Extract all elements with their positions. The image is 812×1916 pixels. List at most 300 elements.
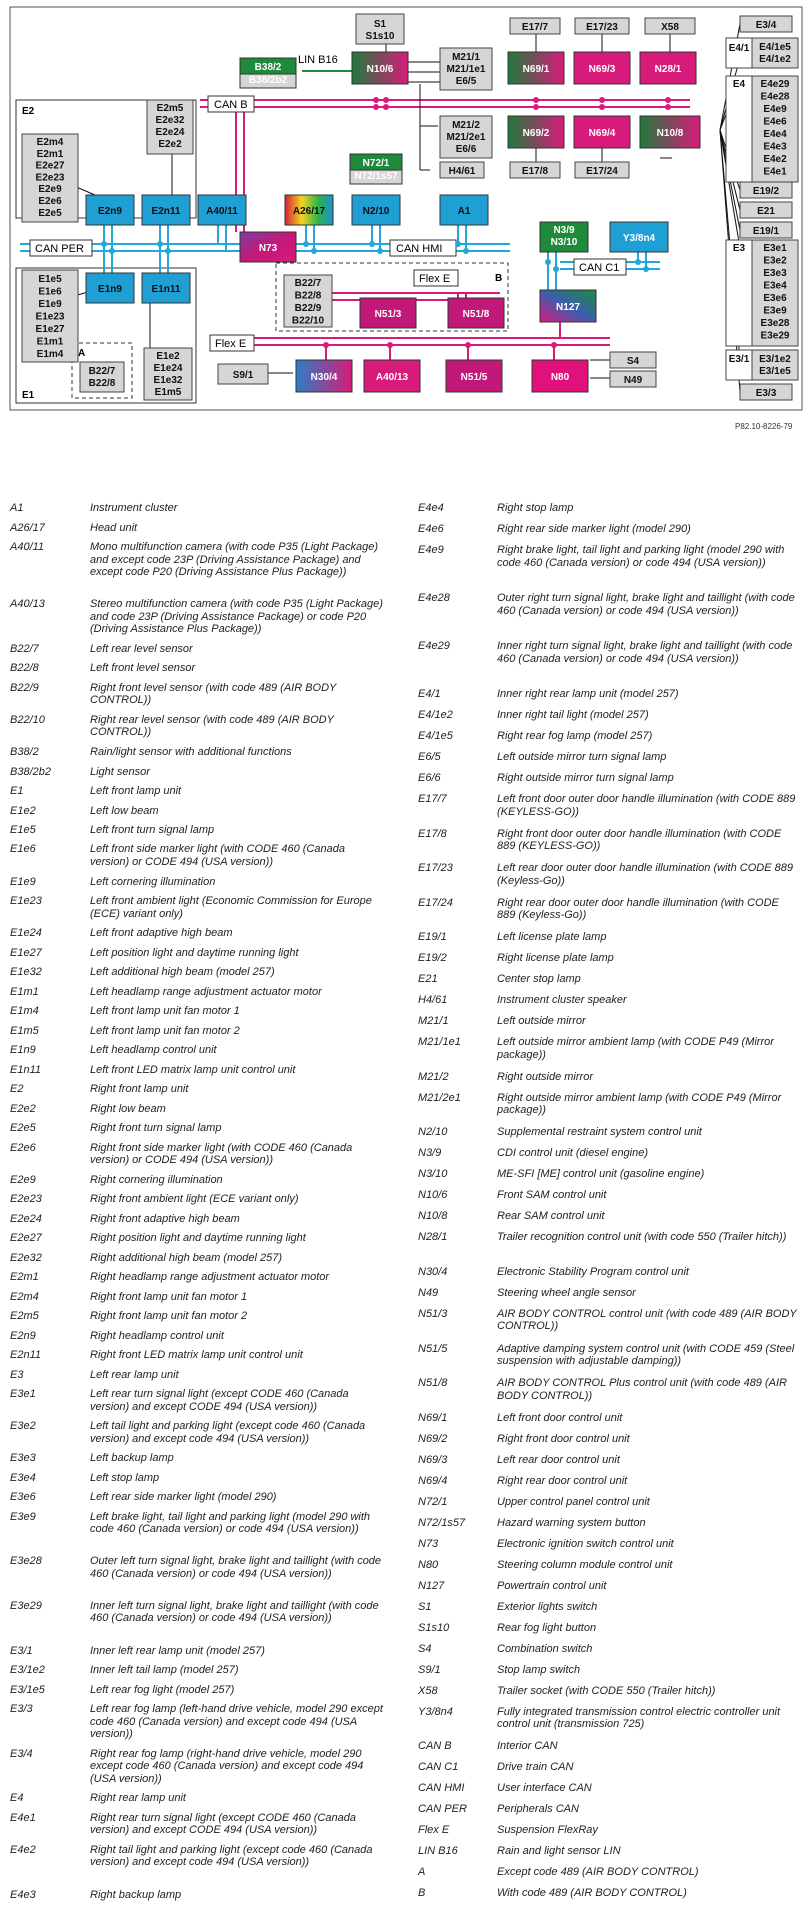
legend-description: Inner right rear lamp unit (model 257): [497, 688, 679, 701]
node-label: E4/1e2: [759, 54, 791, 65]
legend-code: E3e1: [10, 1388, 36, 1400]
can-c1-label: CAN C1: [579, 262, 620, 274]
node-label: B22/8: [294, 290, 322, 302]
legend-description: Steering column module control unit: [497, 1558, 673, 1571]
node-label: A40/11: [206, 206, 238, 217]
node-label: E4e4: [763, 129, 787, 140]
legend-description: Right rear side marker light (model 290): [497, 523, 691, 535]
legend-description: Right outside mirror: [497, 1070, 593, 1083]
legend-description: Left low beam: [90, 804, 159, 817]
node-label: E2n9: [98, 206, 122, 217]
node-label: E3: [732, 243, 746, 254]
legend-code: E2e2: [10, 1102, 36, 1115]
legend-code: A40/11: [10, 541, 45, 553]
node-label: E2e5: [38, 207, 62, 219]
node-label: N73: [258, 243, 278, 254]
node-label: N51/5: [460, 372, 488, 383]
legend-description: Adaptive damping system control unit (with CODE 459 (Steel suspension with adjustable damping)): [497, 1342, 795, 1367]
legend-description: Rear fog light button: [497, 1621, 597, 1634]
legend-code: B22/7: [10, 642, 39, 655]
legend-description: Left outside mirror ambient lamp (with CODE P49 (Mirror package)): [497, 1036, 774, 1061]
legend-code: E4e28: [418, 592, 450, 605]
legend-description: Stop lamp switch: [497, 1663, 581, 1676]
legend-description: AIR BODY CONTROL Plus control unit (with code 489 (AIR BODY CONTROL)): [497, 1377, 787, 1402]
legend-code: M21/1e1: [418, 1036, 461, 1049]
node-label: H4/61: [448, 166, 476, 177]
node-label: M21/2e1: [446, 132, 486, 143]
legend-description: Trailer recognition control unit (with code 550 (Trailer hitch)): [497, 1231, 787, 1244]
node-label: E3e1: [763, 243, 787, 254]
legend-description: Right front LED matrix lamp unit control unit: [90, 1349, 303, 1361]
legend-description: Inner right turn signal light, brake light and taillight (with code 460 (Canada version) or code 494 (USA version)): [497, 640, 793, 665]
node-label: E3/1e2: [759, 354, 791, 365]
legend-description: ME-SFI [ME] control unit (gasoline engine): [497, 1168, 705, 1181]
node-label: E1m4: [36, 349, 64, 360]
legend-description: Right stop lamp: [497, 502, 574, 514]
legend-code: E4e9: [418, 544, 444, 556]
legend-description: Right headlamp range adjustment actuator motor: [90, 1271, 330, 1283]
node-label: N10/8: [656, 128, 684, 139]
legend-code: E1: [10, 785, 24, 797]
legend-description: Left front door outer door handle illumination (with CODE 889 (KEYLESS-GO)): [497, 793, 796, 818]
node-label: N2/10: [362, 206, 390, 217]
legend-description: Left rear lamp unit: [90, 1368, 179, 1381]
legend-description: Head unit: [90, 521, 138, 534]
legend-code: E1m4: [10, 1005, 39, 1017]
node-label: E1e27: [35, 324, 65, 335]
legend-code: N80: [418, 1558, 439, 1571]
legend-description: Left stop lamp: [90, 1471, 160, 1484]
legend-code: N51/5: [418, 1342, 448, 1355]
legend-code: X58: [418, 1684, 438, 1697]
node-label: E2e2: [158, 139, 182, 150]
node-label: E4e29: [760, 79, 790, 90]
legend-description: Left brake light, tail light and parking light (model 290 with code 460 (Canada version) or code 494 (USA version)): [90, 1510, 371, 1536]
legend-code: E17/23: [418, 862, 453, 875]
legend-code: E3e6: [10, 1491, 36, 1504]
node-label: N69/4: [588, 128, 616, 139]
node-label: N69/2: [522, 128, 550, 139]
node-label: M21/2: [452, 120, 480, 131]
legend-code: N49: [418, 1286, 439, 1299]
node-label: N10/6: [366, 64, 394, 75]
legend-description: Right outside mirror turn signal lamp: [497, 772, 674, 785]
legend-code: E1e24: [10, 927, 42, 940]
legend-code: E1e2: [10, 804, 36, 817]
legend-description: Exterior lights switch: [497, 1600, 598, 1613]
node-label: E1e6: [38, 286, 62, 298]
legend-code: B22/9: [10, 681, 39, 694]
node-label: E17/7: [521, 22, 549, 33]
legend-description: Left front door control unit: [497, 1411, 623, 1424]
legend-code: E2e6: [10, 1141, 36, 1154]
legend-description: Left front side marker light (with CODE 460 (Canada version) or CODE 494 (USA version)): [90, 843, 345, 868]
node-label: E17/23: [586, 22, 618, 33]
legend-description: Left front turn signal lamp: [90, 823, 215, 836]
legend-description: Suspension FlexRay: [497, 1824, 598, 1836]
legend-code: E4e6: [418, 523, 444, 535]
legend-description: Instrument cluster speaker: [497, 994, 627, 1007]
legend-code: E2: [10, 1083, 24, 1095]
legend-description: Right rear lamp unit: [90, 1792, 186, 1805]
legend-code: E1e23: [10, 895, 42, 907]
node-label: E4e1: [763, 166, 787, 178]
node-label: E3/4: [755, 20, 777, 31]
legend-code: E3e4: [10, 1471, 36, 1484]
node-label: E2n11: [151, 206, 181, 217]
legend-code: A40/13: [10, 598, 45, 611]
legend-code: E2m1: [10, 1271, 39, 1283]
legend-code: LIN B16: [418, 1845, 458, 1857]
legend-code: N10/8: [418, 1210, 448, 1223]
legend-description: Peripherals CAN: [497, 1803, 579, 1815]
legend-description: Front SAM control unit: [497, 1189, 607, 1202]
legend-description: Left front lamp unit: [90, 785, 182, 797]
node-label: B22/8: [88, 378, 116, 389]
legend-description: Right rear door control unit: [497, 1474, 628, 1487]
node-label: E1m5: [154, 387, 182, 398]
node-label: E2e23: [35, 172, 65, 184]
node-label: E2m4: [36, 137, 64, 148]
node-label: S1: [373, 19, 387, 30]
legend-code: E3/4: [10, 1747, 33, 1760]
legend-code: E4e3: [10, 1888, 36, 1901]
can-hmi-label: CAN HMI: [396, 243, 443, 255]
legend-description: Right front lamp unit fan motor 1: [90, 1290, 248, 1303]
node-label: E3/3: [755, 388, 777, 399]
group-label-B: B: [495, 273, 503, 284]
legend-description: Left front lamp unit fan motor 1: [90, 1005, 240, 1017]
legend-description: Right rear door outer door handle illumination (with CODE 889 (Keyless-Go)): [497, 896, 779, 922]
legend-description: Right outside mirror ambient lamp (with CODE P49 (Mirror package)): [497, 1091, 782, 1117]
node-label: E3e29: [760, 330, 790, 342]
legend-code: E2e5: [10, 1122, 36, 1134]
legend-description: Right front adaptive high beam: [90, 1212, 240, 1225]
can-b-label: CAN B: [214, 99, 248, 111]
legend-description: Electronic ignition switch control unit: [497, 1537, 674, 1550]
legend-description: Steering wheel angle sensor: [497, 1286, 636, 1299]
legend-description: Right low beam: [90, 1102, 166, 1115]
node-label: E3e3: [763, 268, 787, 279]
legend-description: Right front turn signal lamp: [90, 1122, 222, 1134]
node-label: E4/1: [728, 43, 750, 54]
legend-description: Right front door control unit: [497, 1432, 630, 1445]
legend-code: E1m5: [10, 1024, 39, 1037]
legend-code: E1m1: [10, 985, 39, 998]
legend-description: Right license plate lamp: [497, 952, 614, 965]
legend-code: E1e27: [10, 946, 42, 959]
legend-description: Left front LED matrix lamp unit control unit: [90, 1063, 296, 1076]
node-label: E17/24: [586, 166, 618, 177]
legend-description: Left outside mirror: [497, 1015, 586, 1028]
legend-code: E3e29: [10, 1599, 42, 1612]
legend-description: Right brake light, tail light and parking light (model 290 with code 460 (Canada version) or code 494 (USA version)): [497, 544, 785, 569]
node-label: E4/1e5: [759, 42, 791, 53]
node-label: E1e23: [35, 311, 65, 323]
node-label: S4: [626, 356, 640, 367]
legend-code: E2n9: [10, 1329, 36, 1342]
legend-description: Upper control panel control unit: [497, 1495, 650, 1508]
legend-code: N72/1: [418, 1495, 448, 1508]
legend-description: Left headlamp control unit: [90, 1044, 217, 1056]
legend-description: Rear SAM control unit: [497, 1210, 605, 1223]
node-label: E1e24: [153, 363, 183, 374]
node-label: E3e2: [763, 255, 787, 267]
node-label: B38/2b2: [248, 75, 288, 86]
legend-description: Combination switch: [497, 1642, 593, 1655]
legend-code: E17/8: [418, 827, 447, 840]
legend-code: E1e5: [10, 823, 36, 836]
legend-description: Right rear level sensor (with code 489 (AIR BODY CONTROL)): [90, 713, 334, 739]
legend-code: S4: [418, 1642, 432, 1655]
legend-code: E3e9: [10, 1510, 36, 1523]
legend-description: Inner left rear lamp unit (model 257): [90, 1644, 265, 1657]
node-label: E1e32: [153, 375, 183, 386]
legend-code: E3/3: [10, 1703, 33, 1715]
legend-code: N69/2: [418, 1432, 448, 1445]
legend-description: Right front level sensor (with code 489 (AIR BODY CONTROL)): [90, 681, 337, 707]
flex-e-label: Flex E: [419, 273, 451, 285]
node-label: E1m1: [36, 336, 64, 348]
legend-code: E1n11: [10, 1063, 41, 1076]
node-label: N72/1s57: [354, 171, 398, 182]
legend-description: Right cornering illumination: [90, 1173, 223, 1186]
legend-description: User interface CAN: [497, 1782, 592, 1794]
legend-description: Drive train CAN: [497, 1761, 574, 1773]
legend-code: E2m4: [10, 1290, 39, 1303]
legend-description: Right position light and daytime running light: [90, 1232, 306, 1244]
legend-code: E4e1: [10, 1811, 36, 1824]
legend-code: E2e23: [10, 1193, 42, 1206]
legend-description: Inner right tail light (model 257): [497, 709, 649, 722]
legend-description: Right front lamp unit fan motor 2: [90, 1310, 248, 1322]
legend-description: Left rear fog lamp (left-hand drive vehicle, model 290 except code 460 (Canada version) and except code 494 (USA version)): [90, 1703, 383, 1740]
legend-code: N69/4: [418, 1474, 448, 1487]
node-label: E2e32: [155, 115, 185, 126]
legend-code: E3/1e2: [10, 1664, 45, 1676]
can-per-label: CAN PER: [35, 243, 84, 255]
legend-code: B22/10: [10, 713, 45, 726]
legend-description: Hazard warning system button: [497, 1516, 646, 1529]
node-label: S1s10: [365, 31, 395, 42]
legend-code: E4/1: [418, 688, 441, 701]
node-label: E1e5: [38, 274, 62, 285]
legend-code: Flex E: [418, 1824, 450, 1836]
legend-code: N69/3: [418, 1453, 448, 1466]
legend-description: Supplemental restraint system control unit: [497, 1126, 702, 1139]
legend-description: Right front ambient light (ECE variant only): [90, 1193, 299, 1206]
legend-description: Left rear door control unit: [497, 1453, 620, 1466]
legend-code: E2e32: [10, 1251, 42, 1264]
node-label: E2e9: [38, 184, 62, 196]
legend-code: M21/2: [418, 1070, 449, 1083]
legend-description: Rain/light sensor with additional functions: [90, 746, 292, 758]
group-label-E1: E1: [22, 390, 35, 401]
legend-code: E3e28: [10, 1555, 42, 1568]
legend-description: Right tail light and parking light (except code 460 (Canada version) and except code 494 (USA version)): [90, 1843, 373, 1869]
node-label: E21: [757, 206, 775, 217]
legend-description: Right rear fog lamp (model 257): [497, 730, 653, 743]
legend-code: E3: [10, 1368, 24, 1381]
legend-description: Light sensor: [90, 765, 150, 778]
legend-code: N3/9: [418, 1147, 442, 1160]
node-label: B38/2: [254, 62, 282, 73]
node-label: E1e9: [38, 299, 62, 310]
legend-code: H4/61: [418, 994, 448, 1007]
legend-code: S1: [418, 1600, 432, 1613]
legend-description: Outer left turn signal light, brake light and taillight (with code 460 (Canada version) or code 494 (USA version)): [90, 1555, 382, 1580]
legend-code: E4e4: [418, 502, 444, 514]
legend-code: E17/24: [418, 896, 453, 909]
legend-code: E2m5: [10, 1310, 39, 1322]
node-label: E1n11: [151, 284, 181, 295]
group-label-E2: E2: [22, 106, 35, 117]
node-label: E1n9: [98, 284, 122, 295]
legend-code: E3/1e5: [10, 1683, 45, 1696]
legend-description: Right headlamp control unit: [90, 1329, 224, 1342]
legend-description: Left position light and daytime running light: [90, 946, 299, 959]
legend-description: Left cornering illumination: [90, 875, 216, 888]
group-label-A: A: [78, 348, 86, 359]
legend-code: N51/8: [418, 1377, 448, 1389]
legend-description: Left front lamp unit fan motor 2: [90, 1024, 240, 1037]
legend-code: N51/3: [418, 1307, 448, 1320]
legend-description: Trailer socket (with CODE 550 (Trailer hitch)): [497, 1684, 716, 1697]
node-label: A26/17: [292, 206, 326, 217]
legend-code: E1e32: [10, 966, 42, 979]
legend-description: Right additional high beam (model 257): [90, 1251, 283, 1264]
legend-description: Electronic Stability Program control unit: [497, 1266, 689, 1278]
legend-description: With code 489 (AIR BODY CONTROL): [497, 1887, 687, 1899]
legend-description: Left front level sensor: [90, 662, 196, 675]
legend-code: CAN HMI: [418, 1782, 465, 1794]
node-label: E2e6: [38, 196, 62, 207]
node-label: N80: [550, 372, 570, 383]
legend-code: E17/7: [418, 793, 447, 806]
node-label: E6/6: [455, 144, 477, 155]
legend-code: N72/1s57: [418, 1516, 466, 1529]
flex-e-lower-label: Flex E: [215, 338, 247, 350]
legend-code: B: [418, 1887, 426, 1899]
legend-description: Mono multifunction camera (with code P35 (Light Package) and except code 23P (Driving Assistance Package) and except code P20 (Driving Assistance Plus Package)): [90, 541, 378, 578]
legend-code: N69/1: [418, 1411, 448, 1424]
node-label: E19/2: [752, 186, 780, 197]
legend-code: E2e27: [10, 1232, 42, 1244]
legend-description: Fully integrated transmission control electric controller unit control unit (transmission 725): [497, 1705, 781, 1730]
node-label: N69/3: [588, 64, 616, 75]
legend-description: Left front adaptive high beam: [90, 927, 233, 940]
legend-description: Center stop lamp: [497, 973, 581, 986]
node-label: N69/1: [522, 64, 550, 75]
node-label: N51/3: [374, 309, 402, 320]
node-label: E3e6: [763, 293, 787, 304]
node-label: E19/1: [752, 226, 780, 237]
legend-code: E3e2: [10, 1420, 36, 1433]
legend-description: Left rear fog light (model 257): [90, 1683, 235, 1696]
legend-code: E1e6: [10, 843, 36, 856]
legend-code: N3/10: [418, 1168, 448, 1181]
node-label: B22/9: [294, 303, 322, 314]
legend-code: E3/1: [10, 1644, 33, 1657]
legend-code: N2/10: [418, 1126, 448, 1139]
legend-description: Left outside mirror turn signal lamp: [497, 751, 667, 764]
legend-description: Left front ambient light (Economic Commission for Europe (ECE) variant only): [90, 895, 372, 920]
node-label: E1e2: [156, 351, 180, 362]
legend-code: E4/1e2: [418, 709, 453, 722]
legend-description: Inner left turn signal light, brake light and taillight (with code 460 (Canada version) or code 494 (USA version)): [90, 1599, 379, 1625]
node-label: M21/1e1: [446, 64, 486, 75]
legend-code: E6/5: [418, 751, 441, 764]
legend-code: B38/2: [10, 746, 39, 758]
node-label: B22/10: [291, 315, 325, 327]
lin-b16-label: LIN B16: [298, 54, 338, 66]
node-label: E4e28: [760, 91, 790, 103]
node-label: B22/7: [88, 366, 116, 377]
node-label: E2m1: [36, 148, 64, 160]
legend-code: B38/2b2: [10, 765, 51, 778]
node-label: E4e6: [763, 116, 787, 128]
node-label: N3/9: [553, 225, 575, 236]
legend-code: N28/1: [418, 1231, 448, 1244]
legend-description: Left rear turn signal light (except CODE 460 (Canada version) and except CODE 494 (USA version)): [90, 1388, 349, 1413]
node-label: E4e2: [763, 154, 787, 165]
legend-description: Rain and light sensor LIN: [497, 1845, 621, 1857]
legend-description: Right rear fog lamp (right-hand drive vehicle, model 290 except code 460 (Canada version) and except code 494 (USA version)): [90, 1747, 364, 1785]
node-label: E17/8: [521, 166, 549, 177]
node-label: E3e9: [763, 305, 787, 317]
legend-description: Left headlamp range adjustment actuator motor: [90, 985, 322, 998]
node-label: A40/13: [375, 372, 409, 383]
legend-description: Left rear level sensor: [90, 642, 193, 655]
node-label: E4e3: [763, 141, 787, 153]
node-label: B22/7: [294, 278, 322, 289]
node-label: E3/1e5: [759, 366, 791, 377]
legend-code: E1e9: [10, 875, 36, 888]
legend-code: S1s10: [418, 1621, 450, 1634]
node-label: E6/5: [455, 76, 477, 87]
node-label: N28/1: [654, 64, 682, 75]
legend-code: M21/1: [418, 1015, 449, 1028]
legend-description: Outer right turn signal light, brake light and taillight (with code 460 (Canada version) or code 494 (USA version)): [497, 592, 795, 617]
node-label: E3/1: [728, 354, 750, 365]
legend-code: N10/6: [418, 1189, 448, 1202]
legend-description: Left rear side marker light (model 290): [90, 1491, 277, 1504]
legend-code: E3e3: [10, 1452, 36, 1465]
node-label: E3e28: [760, 318, 790, 329]
legend-code: A1: [10, 502, 24, 514]
legend-code: E2e9: [10, 1173, 36, 1186]
legend-description: Instrument cluster: [90, 502, 178, 514]
node-label: N3/10: [550, 237, 578, 248]
legend-description: AIR BODY CONTROL control unit (with code 489 (AIR BODY CONTROL)): [497, 1307, 797, 1333]
legend-description: Right front side marker light (with CODE 460 (Canada version) or CODE 494 (USA version)): [90, 1141, 353, 1166]
legend-description: Left license plate lamp: [497, 931, 607, 944]
legend-code: A26/17: [10, 521, 45, 534]
legend-code: E21: [418, 973, 438, 986]
legend-code: S9/1: [418, 1663, 441, 1676]
node-label: S9/1: [232, 370, 254, 381]
node-label: X58: [661, 22, 679, 33]
legend-code: E19/2: [418, 952, 447, 965]
node-label: M21/1: [452, 52, 480, 63]
reference-code: P82.10-8226-79: [735, 422, 793, 431]
node-label: E2m5: [156, 103, 184, 114]
node-label: E4: [732, 79, 746, 90]
legend-description: Stereo multifunction camera (with code P35 (Light Package) and code 23P (Driving Assistance Package) or code P20 (Driving Assistance Plus Package)): [90, 598, 383, 636]
legend-code: N30/4: [418, 1266, 448, 1278]
legend-code: E4/1e5: [418, 730, 453, 743]
legend-code: A: [418, 1866, 426, 1878]
